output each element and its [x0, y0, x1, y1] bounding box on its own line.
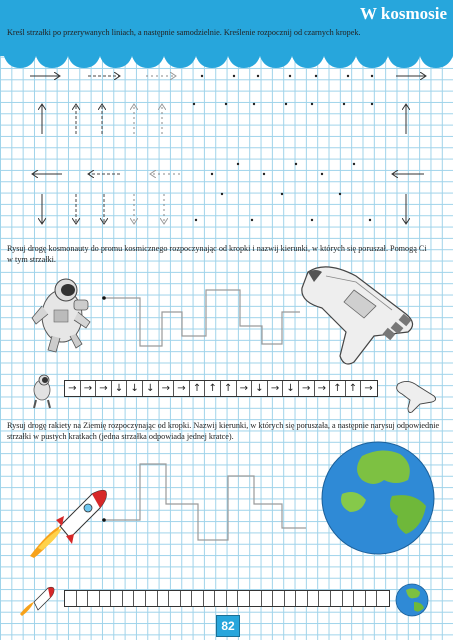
arrow-cell: →	[65, 381, 81, 396]
arrow-cell: ↑	[190, 381, 206, 396]
arrow-cell: →	[237, 381, 253, 396]
arrow-cell: ↓	[143, 381, 159, 396]
answer-cell[interactable]	[331, 591, 343, 606]
arrow-cell: →	[96, 381, 112, 396]
answer-cell[interactable]	[377, 591, 388, 606]
arrow-cell: →	[299, 381, 315, 396]
arrow-cell: →	[174, 381, 190, 396]
answer-cell[interactable]	[273, 591, 285, 606]
answer-cell[interactable]	[192, 591, 204, 606]
small-earth-image	[396, 584, 428, 616]
arrow-cell: ↓	[283, 381, 299, 396]
arrow-cell: ↓	[127, 381, 143, 396]
arrow-cell: ↑	[346, 381, 362, 396]
answer-cell[interactable]	[111, 591, 123, 606]
answer-cell[interactable]	[123, 591, 135, 606]
answer-cell[interactable]	[65, 591, 77, 606]
rocket-image	[30, 490, 106, 558]
answer-cell[interactable]	[88, 591, 100, 606]
arrow-cell: ↑	[221, 381, 237, 396]
row-up-arrows	[42, 103, 406, 134]
rocket-path	[104, 464, 306, 540]
answer-cell[interactable]	[250, 591, 262, 606]
page-title: W kosmosie	[359, 4, 447, 23]
astronaut-start-dot	[102, 296, 106, 300]
answer-cell[interactable]	[308, 591, 320, 606]
row-down-arrows	[42, 193, 406, 224]
row-left-arrows	[32, 163, 424, 175]
answer-cell[interactable]	[285, 591, 297, 606]
answer-cell[interactable]	[296, 591, 308, 606]
instruction-astronaut-path: Rysuj drogę kosmonauty do promu kosmicznego rozpoczynając od kropki i nazwij kierunki, w których się poruszał. Pomogą Ci w tym strzałki.	[7, 244, 427, 264]
astronaut-arrow-strip	[64, 380, 378, 397]
small-astronaut-image	[34, 375, 50, 408]
arrow-cell: →	[364, 383, 373, 394]
earth-image	[322, 442, 434, 554]
answer-cell[interactable]	[262, 591, 274, 606]
arrow-cell: ↓	[112, 381, 128, 396]
arrow-cell: →	[268, 381, 284, 396]
answer-cell[interactable]	[366, 591, 378, 606]
answer-cell[interactable]	[204, 591, 216, 606]
answer-cell[interactable]	[343, 591, 355, 606]
space-shuttle-image	[302, 267, 413, 364]
arrow-cell: ↑	[205, 381, 221, 396]
arrow-cell: →	[81, 381, 97, 396]
instruction-trace-arrows: Kreśl strzałki po przerywanych liniach, a następnie samodzielnie. Kreślenie rozpocznij od czarnych kropek.	[7, 28, 361, 37]
answer-cell[interactable]	[146, 591, 158, 606]
answer-cell[interactable]	[227, 591, 239, 606]
arrow-cell: ↑	[330, 381, 346, 396]
answer-cell[interactable]	[319, 591, 331, 606]
small-rocket-image	[20, 587, 54, 616]
row-right-arrows	[30, 75, 426, 77]
rocket-start-dot	[102, 518, 106, 522]
arrow-cell: →	[159, 381, 175, 396]
answer-cell[interactable]	[354, 591, 366, 606]
answer-cell[interactable]	[215, 591, 227, 606]
answer-cell[interactable]	[77, 591, 89, 606]
answer-cell[interactable]	[134, 591, 146, 606]
answer-cell[interactable]	[169, 591, 181, 606]
answer-cell[interactable]	[100, 591, 112, 606]
instruction-rocket-path: Rysuj drogę rakiety na Ziemię rozpoczynając od kropki. Nazwij kierunki, w których się poruszała, a następnie narysuj odpowiednie strzałki w pustych kratkach (jedna strzałka odpowiada jednej kratce).	[7, 421, 440, 441]
page-number: 82	[216, 615, 240, 637]
answer-cell[interactable]	[158, 591, 170, 606]
astronaut-image	[32, 279, 90, 352]
answer-cell[interactable]	[238, 591, 250, 606]
arrow-cell: →	[315, 381, 331, 396]
rocket-answer-strip	[64, 590, 390, 607]
arrow-cell: ↓	[252, 381, 268, 396]
astronaut-path	[104, 290, 300, 346]
small-shuttle-image	[397, 381, 436, 412]
answer-cell[interactable]	[181, 591, 193, 606]
